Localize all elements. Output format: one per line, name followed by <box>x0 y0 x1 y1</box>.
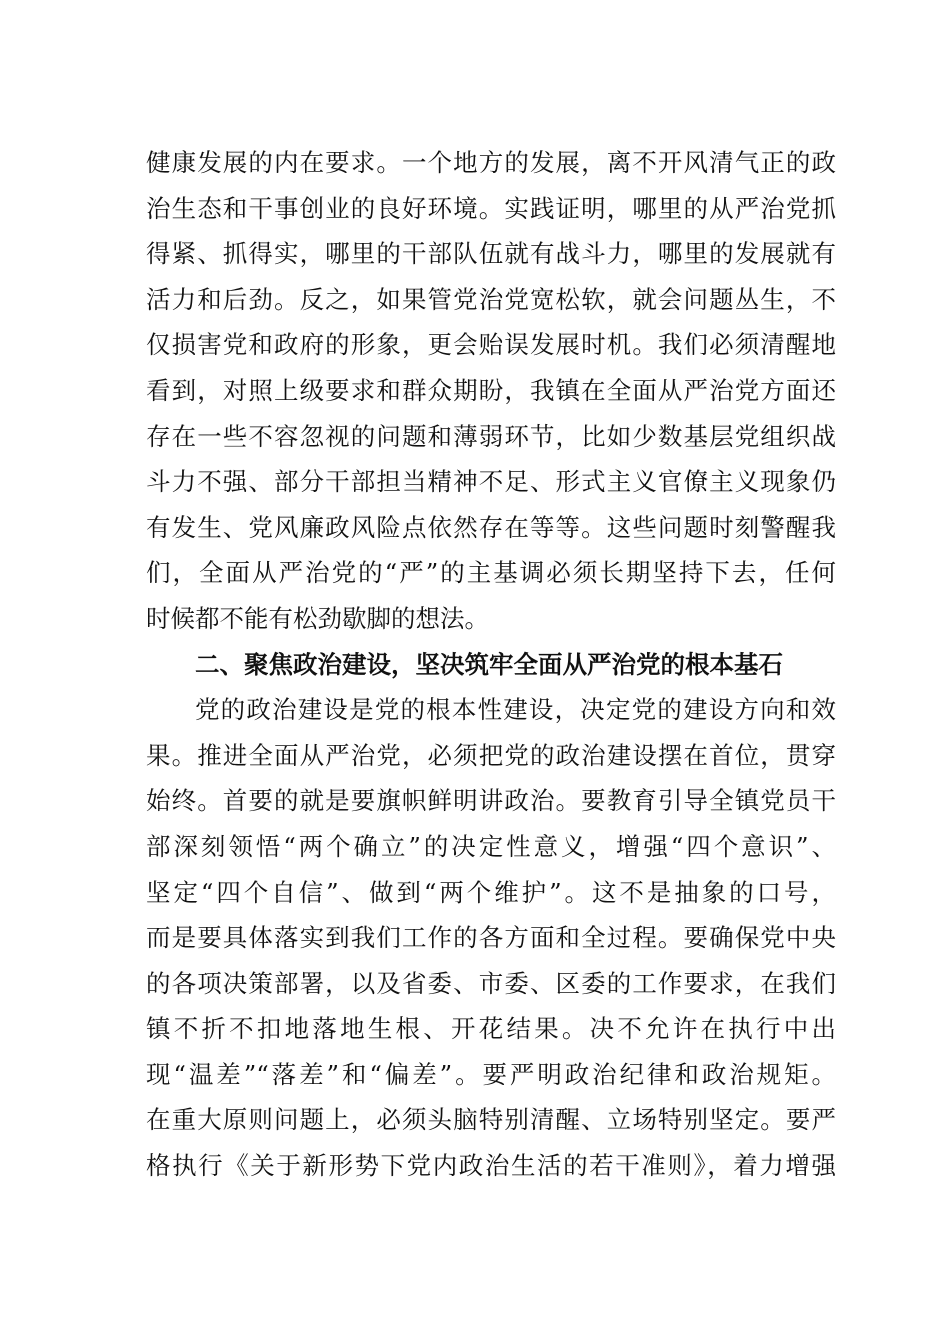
text-line: 存在一些不容忽视的问题和薄弱环节，比如少数基层党组织战 <box>146 421 836 451</box>
paragraph-2 <box>146 687 836 1189</box>
text-line: 坚定“四个自信”、做到“两个维护”。这不是抽象的口号， <box>146 877 836 907</box>
text-line: 部深刻领悟“两个确立”的决定性意义，增强“四个意识”、 <box>146 831 836 861</box>
paragraph-1 <box>146 140 836 642</box>
text-line: 有发生、党风廉政风险点依然存在等等。这些问题时刻警醒我 <box>146 512 836 542</box>
text-line: 始终。首要的就是要旗帜鲜明讲政治。要教育引导全镇党员干 <box>146 786 836 816</box>
text-line: 们，全面从严治党的“严”的主基调必须长期坚持下去，任何 <box>146 558 836 588</box>
text-line: 党的政治建设是党的根本性建设，决定党的建设方向和效 <box>195 695 836 725</box>
text-line: 镇不折不扣地落地生根、开花结果。决不允许在执行中出 <box>146 1014 836 1044</box>
text-line: 而是要具体落实到我们工作的各方面和全过程。要确保党中央 <box>146 923 836 953</box>
text-line: 仅损害党和政府的形象，更会贻误发展时机。我们必须清醒地 <box>146 330 836 360</box>
document-body <box>146 140 836 1189</box>
text-line: 得紧、抓得实，哪里的干部队伍就有战斗力，哪里的发展就有 <box>146 239 836 269</box>
text-line: 的各项决策部署，以及省委、市委、区委的工作要求，在我们 <box>146 968 836 998</box>
text-line: 斗力不强、部分干部担当精神不足、形式主义官僚主义现象仍 <box>146 467 836 497</box>
text-line: 活力和后劲。反之，如果管党治党宽松软，就会问题丛生，不 <box>146 284 836 314</box>
text-line: 格执行《关于新形势下党内政治生活的若干准则》，着力增强 <box>146 1151 836 1181</box>
text-line: 时候都不能有松劲歇脚的想法。 <box>146 603 489 633</box>
text-line: 健康发展的内在要求。一个地方的发展，离不开风清气正的政 <box>146 148 836 177</box>
text-line: 治生态和干事创业的良好环境。实践证明，哪里的从严治党抓 <box>146 193 836 223</box>
text-line: 在重大原则问题上，必须头脑特别清醒、立场特别坚定。要严 <box>146 1105 836 1135</box>
text-line: 看到，对照上级要求和群众期盼，我镇在全面从严治党方面还 <box>146 375 836 405</box>
text-line: 果。推进全面从严治党，必须把党的政治建设摆在首位，贯穿 <box>146 740 836 770</box>
section-heading: 二、聚焦政治建设，坚决筑牢全面从严治党的根本基石 <box>195 649 783 679</box>
text-line: 现“温差”“落差”和“偏差”。要严明政治纪律和政治规矩。 <box>146 1059 836 1089</box>
